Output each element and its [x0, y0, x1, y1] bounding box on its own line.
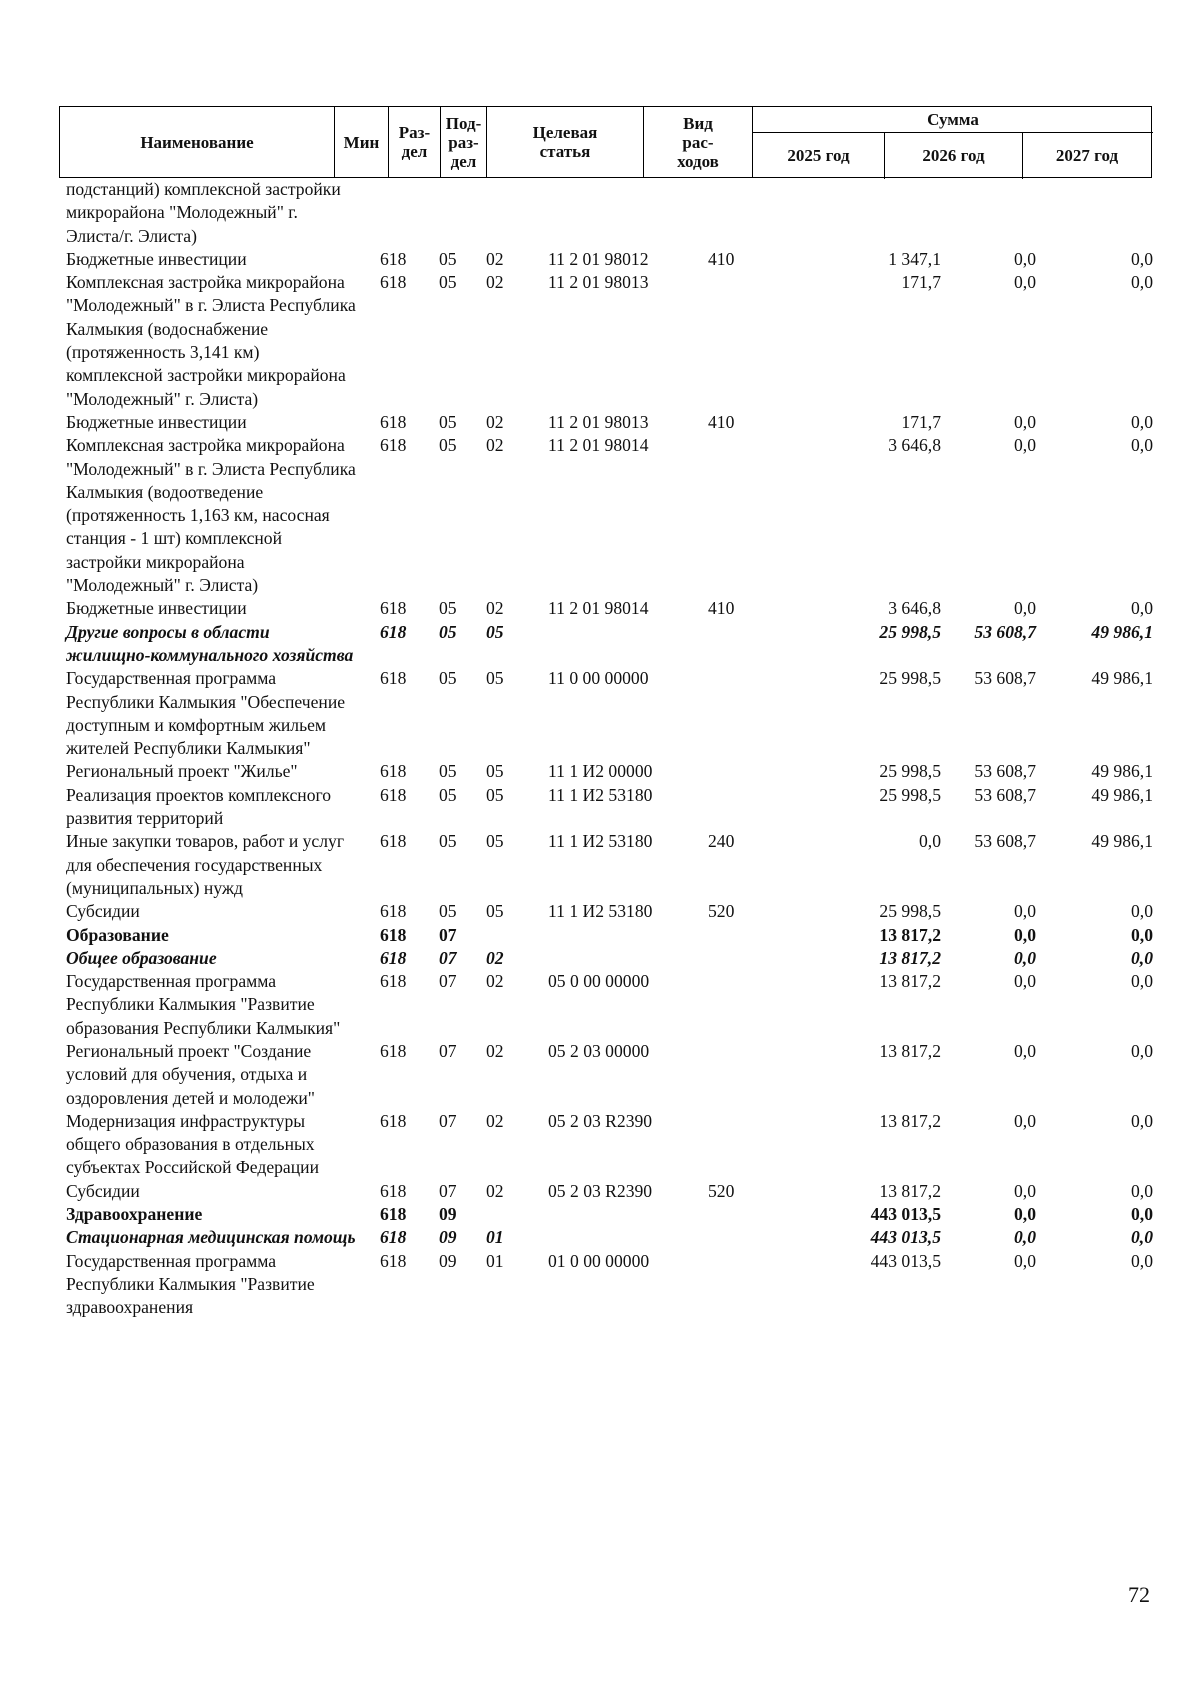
row-y26: 53 608,7: [974, 621, 1036, 642]
row-y25: 13 817,2: [879, 971, 941, 992]
row-vr: 410: [708, 248, 735, 269]
table-row: [66, 667, 1156, 760]
row-y27: 0,0: [1131, 901, 1153, 922]
row-rz: 07: [439, 1180, 457, 1201]
row-y26: 0,0: [1014, 248, 1036, 269]
row-rz: 05: [439, 784, 457, 805]
row-rz: 05: [439, 272, 457, 293]
row-vr: 520: [708, 1180, 735, 1201]
row-pr: 05: [486, 668, 504, 689]
row-y27: 0,0: [1131, 1110, 1153, 1131]
row-y25: 25 998,5: [879, 901, 941, 922]
header-year-2025: [753, 133, 885, 179]
row-y26: 0,0: [1014, 971, 1036, 992]
row-y27: 49 986,1: [1091, 761, 1153, 782]
row-y26: 0,0: [1014, 947, 1036, 968]
row-name: Здравоохранение: [66, 1204, 203, 1225]
page-number: 72: [1128, 1582, 1150, 1607]
row-min: 618: [380, 971, 407, 992]
table-row: [66, 1250, 1156, 1320]
row-name: Другие вопросы в области жилищно-коммунального хозяйства: [66, 621, 354, 665]
row-pr: 02: [486, 971, 504, 992]
row-cs: 11 1 И2 53180: [548, 784, 653, 805]
row-rz: 05: [439, 761, 457, 782]
row-y27: 0,0: [1131, 435, 1153, 456]
row-name: Иные закупки товаров, работ и услуг для обеспечения государственных (муниципальных) нужд: [66, 831, 345, 898]
row-min: 618: [380, 1040, 407, 1061]
row-pr: 05: [486, 901, 504, 922]
row-min: 618: [380, 1180, 407, 1201]
row-cs: 11 2 01 98013: [548, 272, 649, 293]
table-row: [66, 271, 1156, 411]
row-rz: 09: [439, 1204, 457, 1225]
header-podrazdel-label: Под-раз-дел: [445, 113, 482, 171]
row-pr: 02: [486, 947, 504, 968]
row-cs: 11 2 01 98014: [548, 435, 649, 456]
row-name: Региональный проект "Создание условий для обучения, отдыха и оздоровления детей и молодежи": [66, 1040, 315, 1108]
row-y25: 3 646,8: [888, 598, 941, 619]
table-row: [66, 597, 1156, 620]
row-rz: 07: [439, 1040, 457, 1061]
row-rz: 07: [439, 947, 457, 968]
row-y25: 443 013,5: [870, 1250, 941, 1271]
row-pr: 02: [486, 1040, 504, 1061]
row-cs: 11 0 00 00000: [548, 668, 649, 689]
row-y25: 0,0: [919, 831, 941, 852]
row-name: Реализация проектов комплексного развития территорий: [66, 784, 332, 829]
row-y27: 0,0: [1131, 924, 1153, 945]
row-y27: 0,0: [1131, 971, 1153, 992]
row-y27: 0,0: [1131, 1250, 1153, 1271]
row-name: Модернизация инфраструктуры общего образования в отдельных субъектах Российской Федерации: [66, 1110, 319, 1178]
row-y26: 53 608,7: [974, 831, 1036, 852]
row-cs: 05 0 00 00000: [548, 971, 650, 992]
row-y27: 0,0: [1131, 1180, 1153, 1201]
row-y25: 13 817,2: [879, 1180, 941, 1201]
row-min: 618: [380, 831, 407, 852]
row-y25: 25 998,5: [879, 784, 941, 805]
row-y26: 0,0: [1014, 1180, 1036, 1201]
row-vr: 240: [708, 831, 735, 852]
row-name: Субсидии: [66, 1180, 140, 1201]
row-pr: 02: [486, 1110, 504, 1131]
row-min: 618: [380, 248, 407, 269]
row-y27: 0,0: [1131, 947, 1153, 968]
row-name: Государственная программа Республики Калмыкия "Обеспечение доступным и комфортным жильем жителей Республики Калмыкия": [66, 668, 346, 759]
row-min: 618: [380, 411, 407, 432]
table-row: [66, 1110, 1156, 1180]
row-y25: 1 347,1: [888, 248, 941, 269]
header-year-2026-label: 2026 год: [922, 146, 985, 165]
row-vr: 520: [708, 901, 735, 922]
row-rz: 07: [439, 1110, 457, 1131]
row-y26: 0,0: [1014, 1110, 1036, 1131]
table-row: [66, 1203, 1156, 1226]
table-row: [66, 1040, 1156, 1110]
row-pr: 05: [486, 761, 504, 782]
row-y27: 49 986,1: [1091, 621, 1153, 642]
row-rz: 05: [439, 248, 457, 269]
row-y25: 13 817,2: [879, 947, 941, 968]
row-y27: 49 986,1: [1091, 831, 1153, 852]
header-year-2027-label: 2027 год: [1055, 146, 1119, 165]
row-y27: 0,0: [1131, 1204, 1153, 1225]
row-pr: 02: [486, 435, 504, 456]
row-min: 618: [380, 901, 407, 922]
header-razdel-label: Раз-дел: [398, 123, 431, 161]
header-target: [487, 107, 644, 177]
row-cs: 11 1 И2 00000: [548, 761, 653, 782]
header-vid-label: Вид рас-ходов: [677, 113, 719, 171]
row-y26: 0,0: [1014, 272, 1036, 293]
row-y26: 0,0: [1014, 411, 1036, 432]
row-min: 618: [380, 784, 407, 805]
table-header: [59, 106, 1152, 178]
row-cs: 11 1 И2 53180: [548, 831, 653, 852]
header-target-label: Целевая статья: [532, 123, 598, 161]
row-rz: 05: [439, 901, 457, 922]
header-sum: [753, 107, 1153, 133]
row-rz: 05: [439, 831, 457, 852]
row-min: 618: [380, 435, 407, 456]
row-min: 618: [380, 947, 407, 968]
row-name: Субсидии: [66, 901, 140, 922]
row-vr: 410: [708, 411, 735, 432]
row-y27: 0,0: [1131, 272, 1153, 293]
row-cs: 11 2 01 98013: [548, 411, 649, 432]
header-min-label: Мин: [343, 132, 380, 152]
header-podrazdel: [441, 107, 487, 177]
table-row: [66, 900, 1156, 923]
table-row: [66, 1226, 1156, 1249]
row-name: подстанций) комплексной застройки микрорайона "Молодежный" г. Элиста/г. Элиста): [66, 179, 341, 246]
row-pr: 05: [486, 621, 504, 642]
row-y26: 0,0: [1014, 1250, 1036, 1271]
row-y25: 171,7: [901, 272, 941, 293]
row-y27: 0,0: [1131, 248, 1153, 269]
header-razdel: [389, 107, 441, 177]
row-min: 618: [380, 1204, 407, 1225]
row-rz: 05: [439, 668, 457, 689]
row-y26: 0,0: [1014, 1040, 1036, 1061]
header-sum-label: Сумма: [927, 109, 979, 129]
row-pr: 02: [486, 1180, 504, 1201]
row-y27: 0,0: [1131, 411, 1153, 432]
row-cs: 05 2 03 R2390: [548, 1110, 653, 1131]
header-year-2025-label: 2025 год: [787, 146, 850, 165]
table-row: [66, 248, 1156, 271]
row-y26: 0,0: [1014, 598, 1036, 619]
header-name: [60, 107, 335, 177]
row-name: Общее образование: [66, 947, 217, 968]
row-y27: 49 986,1: [1091, 784, 1153, 805]
row-rz: 09: [439, 1227, 457, 1248]
row-pr: 05: [486, 784, 504, 805]
row-pr: 05: [486, 831, 504, 852]
table-row: [66, 924, 1156, 947]
row-name: Бюджетные инвестиции: [66, 248, 247, 269]
table-row: [66, 434, 1156, 597]
row-pr: 02: [486, 248, 504, 269]
header-name-label: Наименование: [140, 132, 254, 152]
header-vid: [644, 107, 753, 177]
row-pr: 02: [486, 598, 504, 619]
row-pr: 01: [486, 1250, 504, 1271]
row-pr: 02: [486, 272, 504, 293]
row-name: Государственная программа Республики Калмыкия "Развитие здравоохранения: [66, 1250, 315, 1318]
row-rz: 05: [439, 411, 457, 432]
row-cs: 11 1 И2 53180: [548, 901, 653, 922]
row-name: Комплексная застройка микрорайона "Молодежный" в г. Элиста Республика Калмыкия (водоснабжение (протяженность 3,141 км) комплексной застройки микрорайона "Молодежный" г. Элиста): [66, 272, 356, 409]
row-y26: 53 608,7: [974, 761, 1036, 782]
row-min: 618: [380, 1250, 407, 1271]
table-row: [66, 411, 1156, 434]
row-pr: 02: [486, 411, 504, 432]
row-name: Региональный проект "Жилье": [66, 761, 298, 782]
table-row: [66, 830, 1156, 900]
row-name: Бюджетные инвестиции: [66, 411, 247, 432]
row-rz: 09: [439, 1250, 457, 1271]
row-cs: 05 2 03 R2390: [548, 1180, 653, 1201]
row-y25: 25 998,5: [879, 621, 941, 642]
table-body: [66, 178, 1156, 1320]
row-cs: 05 2 03 00000: [548, 1040, 650, 1061]
row-rz: 05: [439, 435, 457, 456]
row-y25: 25 998,5: [879, 761, 941, 782]
table-row: [66, 1180, 1156, 1203]
row-y25: 13 817,2: [879, 1110, 941, 1131]
header-year-2027: [1023, 133, 1151, 179]
row-min: 618: [380, 924, 407, 945]
table-row: [66, 621, 1156, 668]
row-y26: 53 608,7: [974, 668, 1036, 689]
row-name: Стационарная медицинская помощь: [66, 1227, 356, 1248]
row-name: Бюджетные инвестиции: [66, 598, 247, 619]
row-y25: 443 013,5: [870, 1204, 941, 1225]
row-y26: 0,0: [1014, 924, 1036, 945]
row-min: 618: [380, 621, 407, 642]
row-y27: 0,0: [1131, 1040, 1153, 1061]
row-vr: 410: [708, 598, 735, 619]
row-cs: 01 0 00 00000: [548, 1250, 650, 1271]
header-year-2026: [885, 133, 1023, 179]
row-y25: 171,7: [901, 411, 941, 432]
row-y25: 13 817,2: [879, 924, 941, 945]
row-y26: 0,0: [1014, 901, 1036, 922]
table-row: [66, 760, 1156, 783]
row-name: Комплексная застройка микрорайона "Молодежный" в г. Элиста Республика Калмыкия (водоотведение (протяженность 1,163 км, насосная станция - 1 шт) комплексной застройки микрорайона "Молодежный" г. Элиста): [66, 435, 356, 596]
row-min: 618: [380, 598, 407, 619]
row-rz: 07: [439, 924, 457, 945]
header-min: [335, 107, 389, 177]
row-rz: 07: [439, 971, 457, 992]
row-y26: 53 608,7: [974, 784, 1036, 805]
table-row: [66, 970, 1156, 1040]
row-cs: 11 2 01 98014: [548, 598, 649, 619]
row-y26: 0,0: [1014, 1227, 1036, 1248]
row-min: 618: [380, 272, 407, 293]
row-name: Государственная программа Республики Калмыкия "Развитие образования Республики Калмыкия": [66, 971, 341, 1038]
row-y25: 25 998,5: [879, 668, 941, 689]
row-name: Образование: [66, 924, 169, 945]
row-y26: 0,0: [1014, 435, 1036, 456]
row-y25: 3 646,8: [888, 435, 941, 456]
row-y27: 0,0: [1131, 598, 1153, 619]
row-min: 618: [380, 761, 407, 782]
table-row: [66, 947, 1156, 970]
table-row: [66, 178, 1156, 248]
row-cs: 11 2 01 98012: [548, 248, 649, 269]
row-y25: 13 817,2: [879, 1040, 941, 1061]
row-min: 618: [380, 1227, 407, 1248]
row-min: 618: [380, 1110, 407, 1131]
row-y27: 49 986,1: [1091, 668, 1153, 689]
row-rz: 05: [439, 598, 457, 619]
row-y25: 443 013,5: [870, 1227, 941, 1248]
row-rz: 05: [439, 621, 457, 642]
row-pr: 01: [486, 1227, 504, 1248]
row-y26: 0,0: [1014, 1204, 1036, 1225]
row-y27: 0,0: [1131, 1227, 1153, 1248]
row-min: 618: [380, 668, 407, 689]
table-row: [66, 784, 1156, 831]
